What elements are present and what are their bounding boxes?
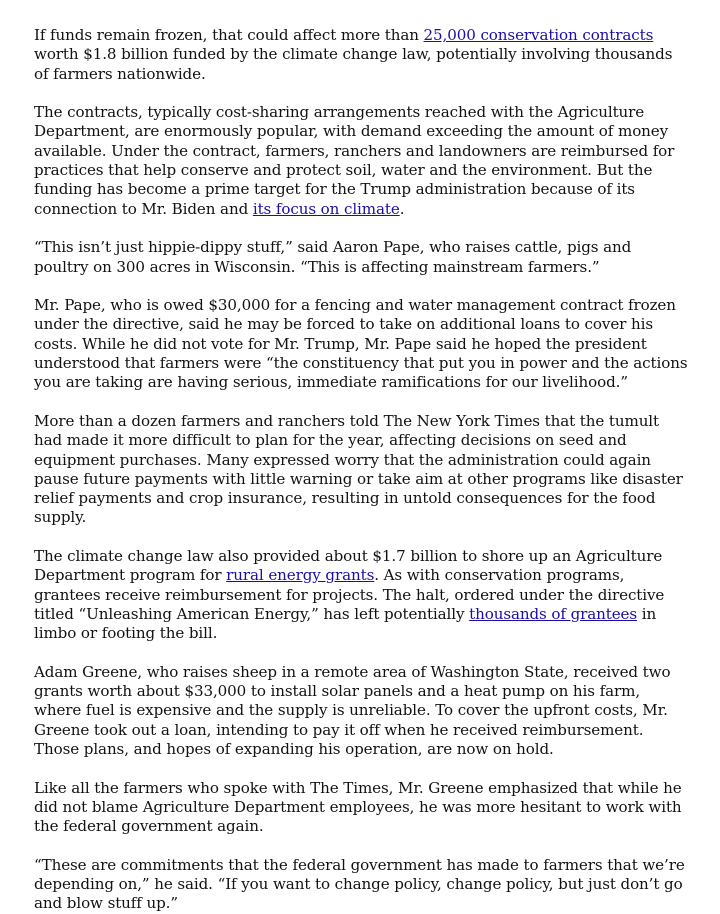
paragraph-7	[34, 663, 690, 759]
paragraph-text: Adam Greene, who raises sheep in a remote area of Washington State, received two grants worth about $33,000 to install solar panels and a heat pump on his farm, where fuel is expensive and the supply is unreliable. To cover the upfront costs, Mr. Greene took out a loan, intending to pay it off when he received reimbursement. Those plans, and hopes of expanding his operation, are now on hold.	[34, 662, 671, 758]
paragraph-4	[34, 296, 690, 392]
paragraph-text: Like all the farmers who spoke with The Times, Mr. Greene emphasized that while he did not blame Agriculture Department employees, he was more hesitant to work with the federal government again.	[34, 778, 682, 836]
paragraph-text: . As with conservation programs, grantees receive reimbursement for projects. The halt, ordered under the directive titled “Unleashing American Energy,” has left potentially	[34, 566, 665, 623]
paragraph-text: The climate change law also provided about $1.7 billion to shore up an Agriculture Department program for	[34, 547, 663, 585]
paragraph-3	[34, 238, 690, 277]
link-focus-on-climate[interactable]: its focus on climate	[252, 199, 400, 218]
link-conservation-contracts[interactable]: 25,000 conservation contracts	[423, 26, 654, 44]
paragraph-text: in limbo or footing the bill.	[34, 604, 657, 643]
paragraph-9	[34, 856, 690, 914]
paragraph-text: Mr. Pape, who is owed $30,000 for a fencing and water management contract frozen under the directive, said he may be forced to take on additional loans to cover his costs. While he did not vote for Mr. Trump, Mr. Pape said he hoped the president understood that farmers were “the constituency that put you in power and the actions you are taking are having serious, immediate ramifications for our livelihood.”	[34, 296, 688, 392]
paragraph-2	[34, 103, 690, 219]
link-thousands-of-grantees[interactable]: thousands of grantees	[469, 604, 638, 623]
paragraph-6	[34, 547, 690, 643]
paragraph-text: If funds remain frozen, that could affect more than	[34, 26, 424, 44]
paragraph-text: The contracts, typically cost-sharing arrangements reached with the Agriculture Department, are enormously popular, with demand exceeding the amount of money available. Under the contract, farmers, ranchers and landowners are reimbursed for practices that help conserve and protect soil, water and the environment. But the funding has become a prime target for the Trump administration because of its connection to Mr. Biden and	[34, 103, 675, 218]
paragraph-text: More than a dozen farmers and ranchers told The New York Times that the tumult had made it more difficult to plan for the year, affecting decisions on seed and equipment purchases. Many expressed worry that the administration could again pause future payments with little warning or take aim at other programs like disaster relief payments and crop insurance, resulting in untold consequences for the food supply.	[34, 411, 683, 527]
link-rural-energy-grants[interactable]: rural energy grants	[226, 566, 375, 585]
paragraph-8	[34, 779, 690, 837]
paragraph-1	[34, 26, 690, 84]
paragraph-text: worth $1.8 billion funded by the climate change law, potentially involving thousands of farmers nationwide.	[34, 45, 673, 83]
paragraph-text: “These are commitments that the federal government has made to farmers that we’re depending on,” he said. “If you want to change policy, change policy, but just don’t go and blow stuff up.”	[34, 855, 685, 913]
paragraph-text: .	[399, 199, 405, 218]
paragraph-text: “This isn’t just hippie-dippy stuff,” said Aaron Pape, who raises cattle, pigs and poultry on 300 acres in Wisconsin. “This is affecting mainstream farmers.”	[34, 238, 632, 276]
paragraph-5	[34, 412, 690, 528]
